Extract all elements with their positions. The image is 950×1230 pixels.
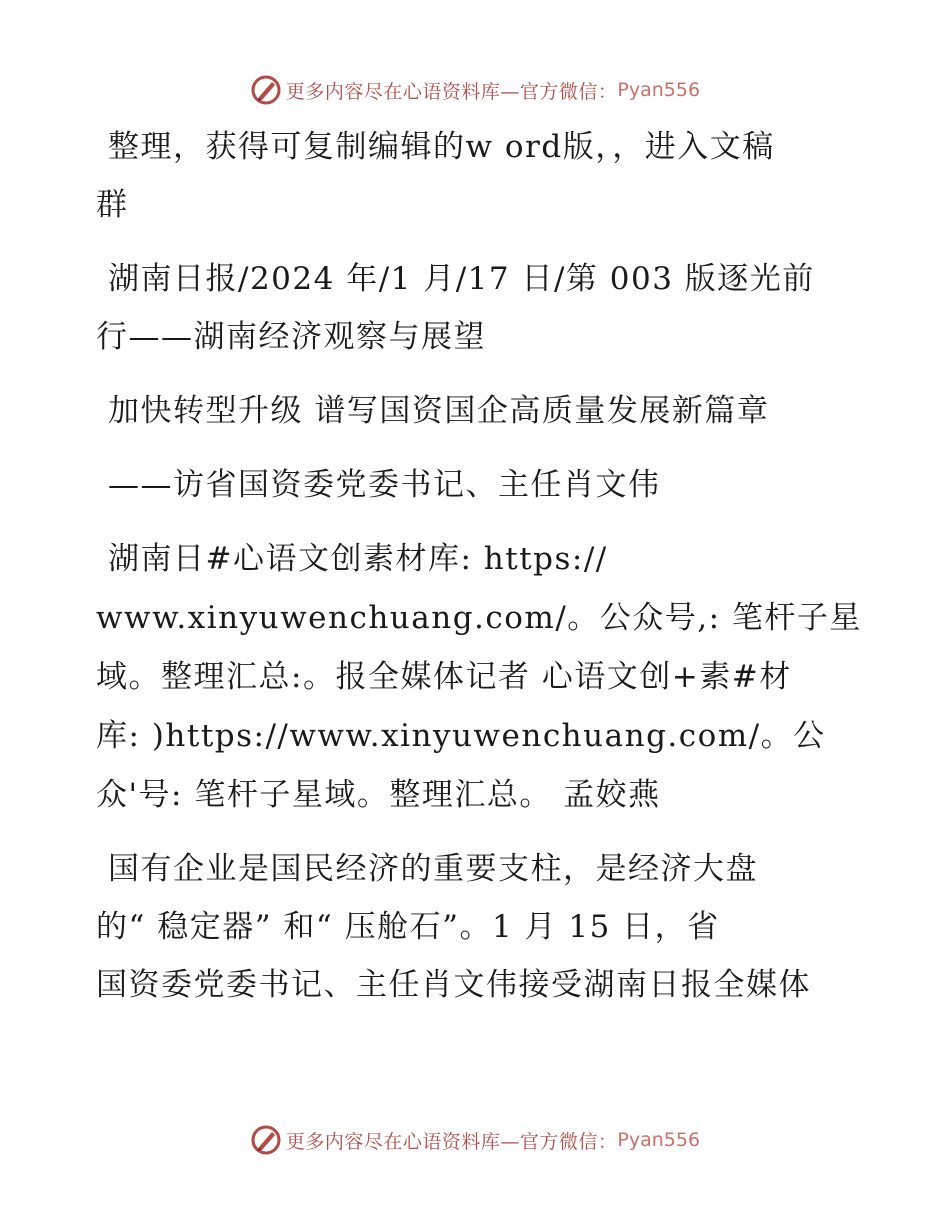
text-line: 群 [96, 187, 129, 223]
paragraph-byline [96, 530, 862, 825]
text-line: 整理，获得可复制编辑的w ord版，，进入文稿 [108, 129, 775, 165]
text-line: 库: )https://www.xinyuwenchuang.com/。公 [96, 718, 826, 754]
text-line: 国有企业是国民经济的重要支柱，是经济大盘 [108, 851, 758, 887]
text-line: 众'号: 笔杆子星域。整理汇总。 孟姣燕 [96, 777, 661, 813]
paragraph-body [96, 840, 856, 1014]
banner-wechat-id: Pyan556 [617, 79, 701, 101]
pen-logo-icon [250, 1124, 282, 1156]
text-line: 湖南日#心语文创素材库: https:// [108, 541, 608, 577]
subtitle-text: ——访省国资委党委书记、主任肖文伟 [108, 467, 661, 503]
article-headline [96, 382, 856, 440]
text-line: 的“ 稳定器” 和“ 压舱石”。1 月 15 日，省 [96, 909, 720, 945]
header-banner [0, 70, 950, 110]
article-subtitle [96, 456, 856, 514]
text-line: 湖南日报/2024 年/1 月/17 日/第 003 版逐光前 [108, 261, 815, 297]
paragraph-intro [96, 118, 856, 234]
text-line: 域。整理汇总:。报全媒体记者 心语文创+素#材 [96, 659, 792, 695]
banner-slogan: 更多内容尽在心语资料库—官方微信： [285, 1130, 618, 1153]
banner-wechat-id: Pyan556 [617, 1129, 701, 1151]
banner-slogan: 更多内容尽在心语资料库—官方微信： [285, 80, 618, 103]
text-line: 国资委党委书记、主任肖文伟接受湖南日报全媒体 [96, 967, 811, 1003]
text-line: www.xinyuwenchuang.com/。公众号,: 笔杆子星 [96, 600, 862, 636]
headline-text: 加快转型升级 谱写国资国企高质量发展新篇章 [108, 393, 770, 429]
footer-banner [0, 1120, 950, 1160]
paragraph-source [96, 250, 856, 366]
text-line: 行——湖南经济观察与展望 [96, 319, 486, 355]
pen-logo-icon [250, 74, 282, 106]
